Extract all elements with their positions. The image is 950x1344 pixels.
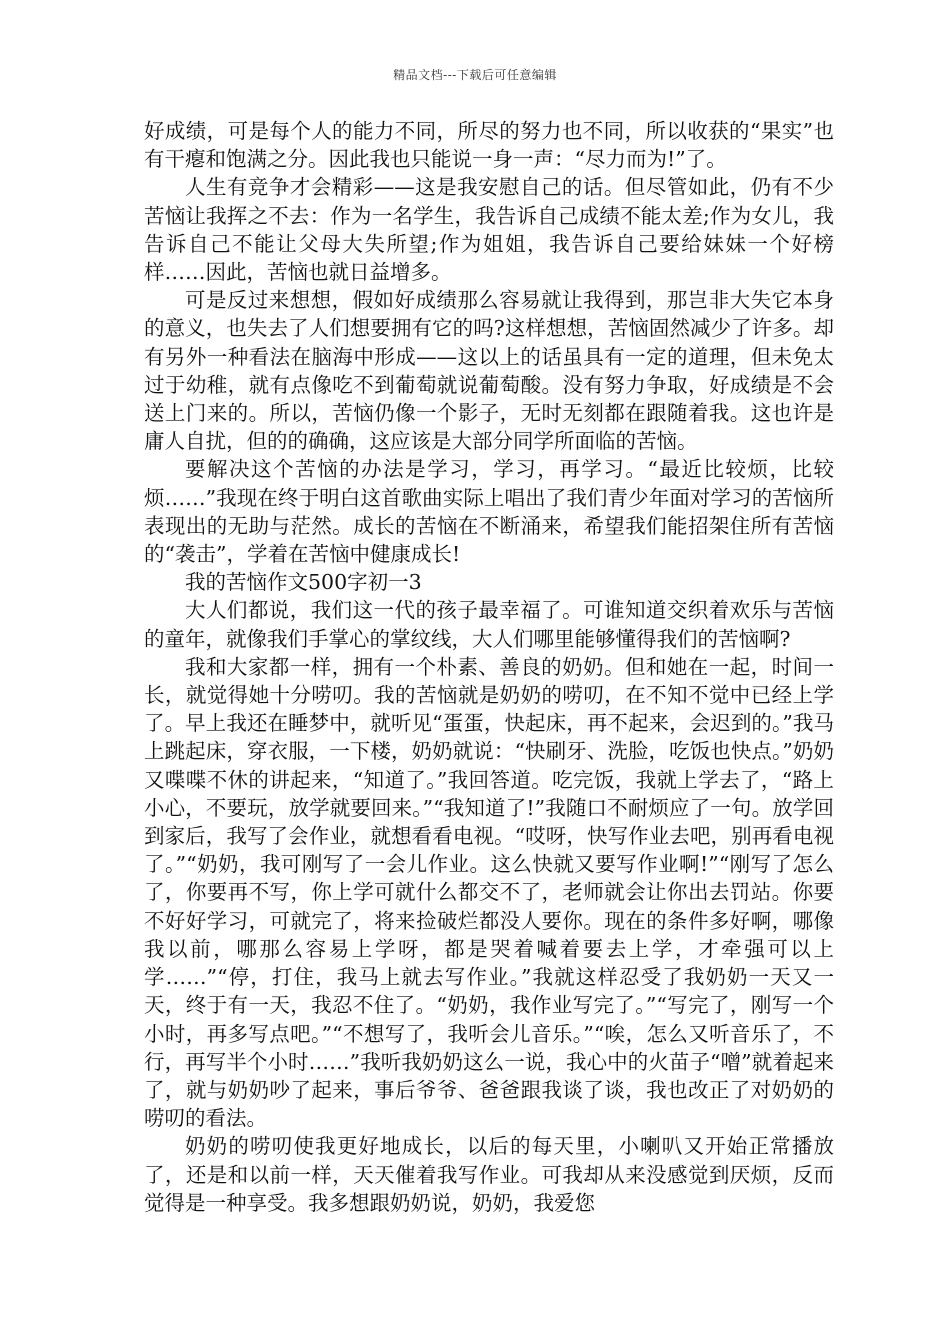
- document-body: [144, 117, 834, 1217]
- paragraph: 大人们都说，我们这一代的孩子最幸福了。可谁知道交织着欢乐与苦恼的童年，就像我们手掌心的掌纹线，大人们哪里能够懂得我们的苦恼啊?: [144, 598, 834, 651]
- paragraph: 好成绩，可是每个人的能力不同，所尽的努力也不同，所以收获的“果实”也有干瘪和饱满之分。因此我也只能说一身一声：“尽力而为!”了。: [144, 119, 834, 172]
- paragraph: 要解决这个苦恼的办法是学习，学习，再学习。“最近比较烦，比较烦……”我现在终于明白这首歌曲实际上唱出了我们青少年面对学习的苦恼所表现出的无助与茫然。成长的苦恼在不断涌来，希望我们能招架住所有苦恼的“袭击”，学着在苦恼中健康成长!: [144, 457, 834, 567]
- paragraph: 我和大家都一样，拥有一个朴素、善良的奶奶。但和她在一起，时间一长，就觉得她十分唠叨。我的苦恼就是奶奶的唠叨，在不知不觉中已经上学了。早上我还在睡梦中，就听见“蛋蛋，快起床，再不起来，会迟到的。”我马上跳起床，穿衣服，一下楼，奶奶就说：“快刷牙、洗脸，吃饭也快点。”奶奶又喋喋不休的讲起来，“知道了。”我回答道。吃完饭，我就上学去了，“路上小心，不要玩，放学就要回来。”“我知道了!”我随口不耐烦应了一句。放学回到家后，我写了会作业，就想看看电视。“哎呀，快写作业去吧，别再看电视了。”“奶奶，我可刚写了一会儿作业。这么快就又要写作业啊!”“刚写了怎么了，你要再不写，你上学可就什么都交不了，老师就会让你出去罚站。你要不好好学习，可就完了，将来捡破烂都没人要你。现在的条件多好啊，哪像我以前，哪那么容易上学呀，都是哭着喊着要去上学，才牵强可以上学……”“停，打住，我马上就去写作业。”我就这样忍受了我奶奶一天又一天，终于有一天，我忍不住了。“奶奶，我作业写完了。”“写完了，刚写一个小时，再多写点吧。”“不想写了，我听会儿音乐。”“唉，怎么又听音乐了，不行，再写半个小时……”我听我奶奶这么一说，我心中的火苗子“噌”就着起来了，就与奶奶吵了起来，事后爷爷、爸爸跟我谈了谈，我也改正了对奶奶的唠叨的看法。: [144, 654, 834, 1131]
- page-header: 精品文档---下载后可任意编辑: [393, 68, 557, 82]
- section-title: 我的苦恼作文500字初一3: [185, 570, 422, 595]
- paragraph: 可是反过来想想，假如好成绩那么容易就让我得到，那岂非大失它本身的意义，也失去了人们想要拥有它的吗?这样想想，苦恼固然减少了许多。却有另外一种看法在脑海中形成——这以上的话虽具有一定的道理，但未免太过于幼稚，就有点像吃不到葡萄就说葡萄酸。没有努力争取，好成绩是不会送上门来的。所以，苦恼仍像一个影子，无时无刻都在跟随着我。这也许是庸人自扰，但的的确确，这应该是大部分同学所面临的苦恼。: [144, 288, 834, 454]
- paragraph: 人生有竞争才会精彩——这是我安慰自己的话。但尽管如此，仍有不少苦恼让我挥之不去：作为一名学生，我告诉自己成绩不能太差;作为女儿，我告诉自己不能让父母大失所望;作为姐姐，我告诉自己要给妹妹一个好榜样……因此，苦恼也就日益增多。: [144, 175, 834, 285]
- paragraph: 奶奶的唠叨使我更好地成长，以后的每天里，小喇叭又开始正常播放了，还是和以前一样，天天催着我写作业。可我却从来没感觉到厌烦，反而觉得是一种享受。我多想跟奶奶说，奶奶，我爱您: [144, 1134, 834, 1215]
